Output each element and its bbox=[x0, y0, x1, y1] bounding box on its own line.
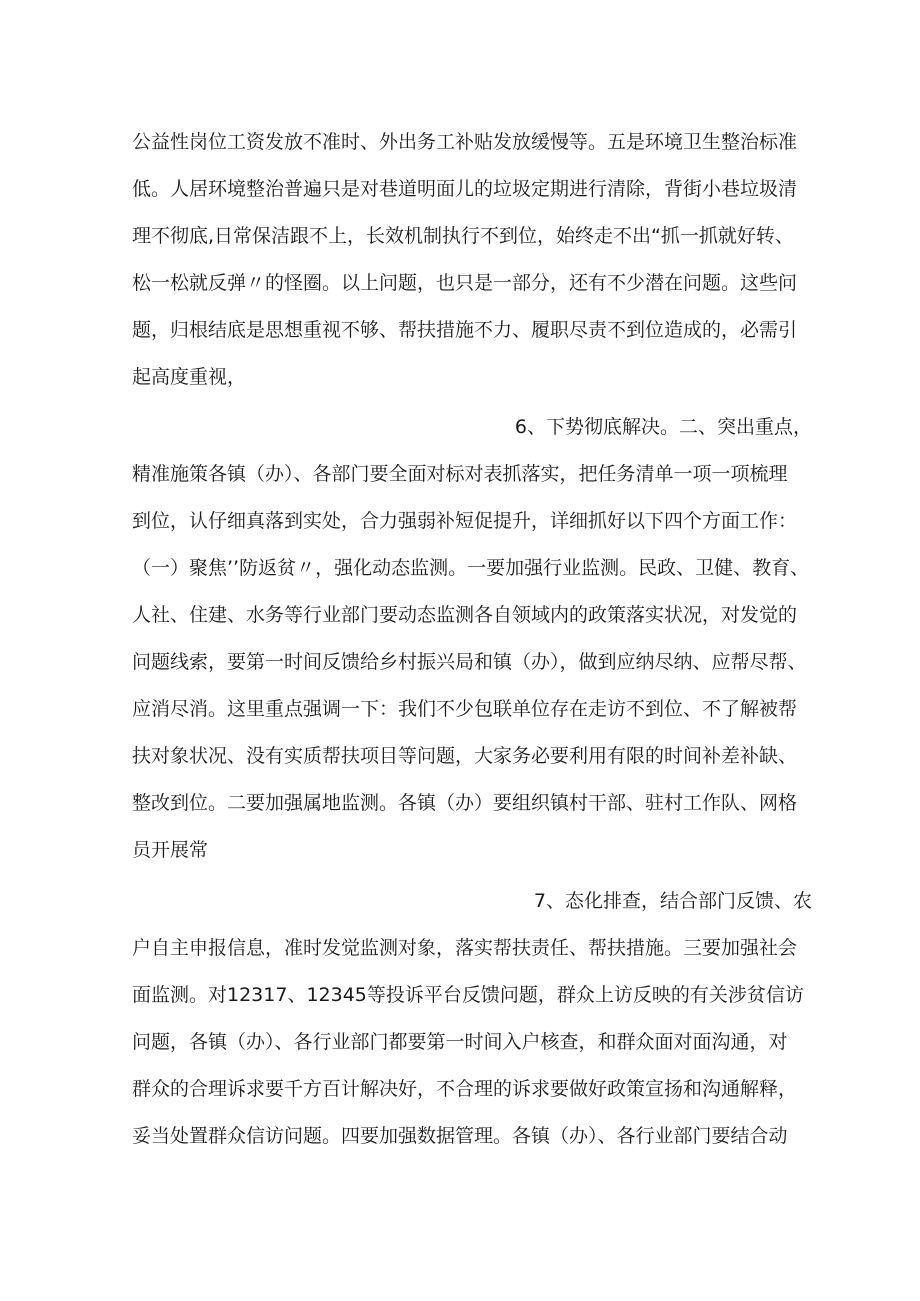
paragraph-6-line-1: 6、下势彻底解决。二、突出重点， bbox=[514, 416, 812, 438]
paragraph-6-line-4: （一）聚焦’’防返贫〃，强化动态监测。一要加强行业监测。民政、卫健、教育、 bbox=[132, 557, 810, 579]
paragraph-5-line-1: 公益性岗位工资发放不准时、外出务工补贴发放缓慢等。五是环境卫生整治标准 bbox=[132, 131, 798, 153]
paragraph-7-line-1: 7、态化排查，结合部门反馈、农 bbox=[533, 890, 812, 912]
paragraph-6-line-5: 人社、住建、水务等行业部门要动态监测各自领域内的政策落实状况，对发觉的 bbox=[132, 604, 798, 626]
paragraph-6-line-8: 扶对象状况、没有实质帮扶项目等问题，大家务必要利用有限的时间补差补缺、 bbox=[132, 745, 798, 767]
paragraph-6-line-3: 到位，认仔细真落到实处，合力强弱补短促提升，详细抓好以下四个方面工作： bbox=[132, 510, 798, 532]
paragraph-5-line-4: 松一松就反弹〃的怪圈。以上问题，也只是一部分，还有不少潜在问题。这些问 bbox=[132, 272, 798, 294]
paragraph-6-line-7: 应消尽消。这里重点强调一下：我们不少包联单位存在走访不到位、不了解被帮 bbox=[132, 698, 798, 720]
paragraph-6-line-6: 问题线索，要第一时间反馈给乡村振兴局和镇（办），做到应纳尽纳、应帮尽帮、 bbox=[132, 651, 807, 673]
paragraph-5-line-6: 起高度重视， bbox=[132, 366, 247, 388]
paragraph-7-line-5: 群众的合理诉求要千方百计解决好，不合理的诉求要做好政策宣扬和沟通解释， bbox=[132, 1078, 798, 1100]
paragraph-7-line-4: 问题，各镇（办）、各行业部门都要第一时间入户核查，和群众面对面沟通，对 bbox=[132, 1031, 788, 1053]
paragraph-7-line-3: 面监测。对12317、12345等投诉平台反馈问题，群众上访反映的有关涉贫信访 bbox=[132, 984, 804, 1006]
paragraph-7-line-6: 妥当处置群众信访问题。四要加强数据管理。各镇（办）、各行业部门要结合动 bbox=[132, 1125, 788, 1147]
paragraph-5-line-3: 理不彻底,日常保洁跟不上，长效机制执行不到位，始终走不出“抓一抓就好转、 bbox=[132, 225, 794, 247]
paragraph-6-line-10: 员开展常 bbox=[132, 839, 209, 861]
paragraph-6-line-9: 整改到位。二要加强属地监测。各镇（办）要组织镇村干部、驻村工作队、网格 bbox=[132, 792, 798, 814]
paragraph-5-line-2: 低。人居环境整治普遍只是对巷道明面儿的垃圾定期进行清除，背街小巷垃圾清 bbox=[132, 178, 798, 200]
paragraph-5-line-5: 题，归根结底是思想重视不够、帮扶措施不力、履职尽责不到位造成的，必需引 bbox=[132, 319, 798, 341]
paragraph-6-line-2: 精准施策各镇（办）、各部门要全面对标对表抓落实，把任务清单一项一项梳理 bbox=[132, 463, 788, 485]
paragraph-7-line-2: 户自主申报信息，准时发觉监测对象，落实帮扶责任、帮扶措施。三要加强社会 bbox=[132, 937, 798, 959]
